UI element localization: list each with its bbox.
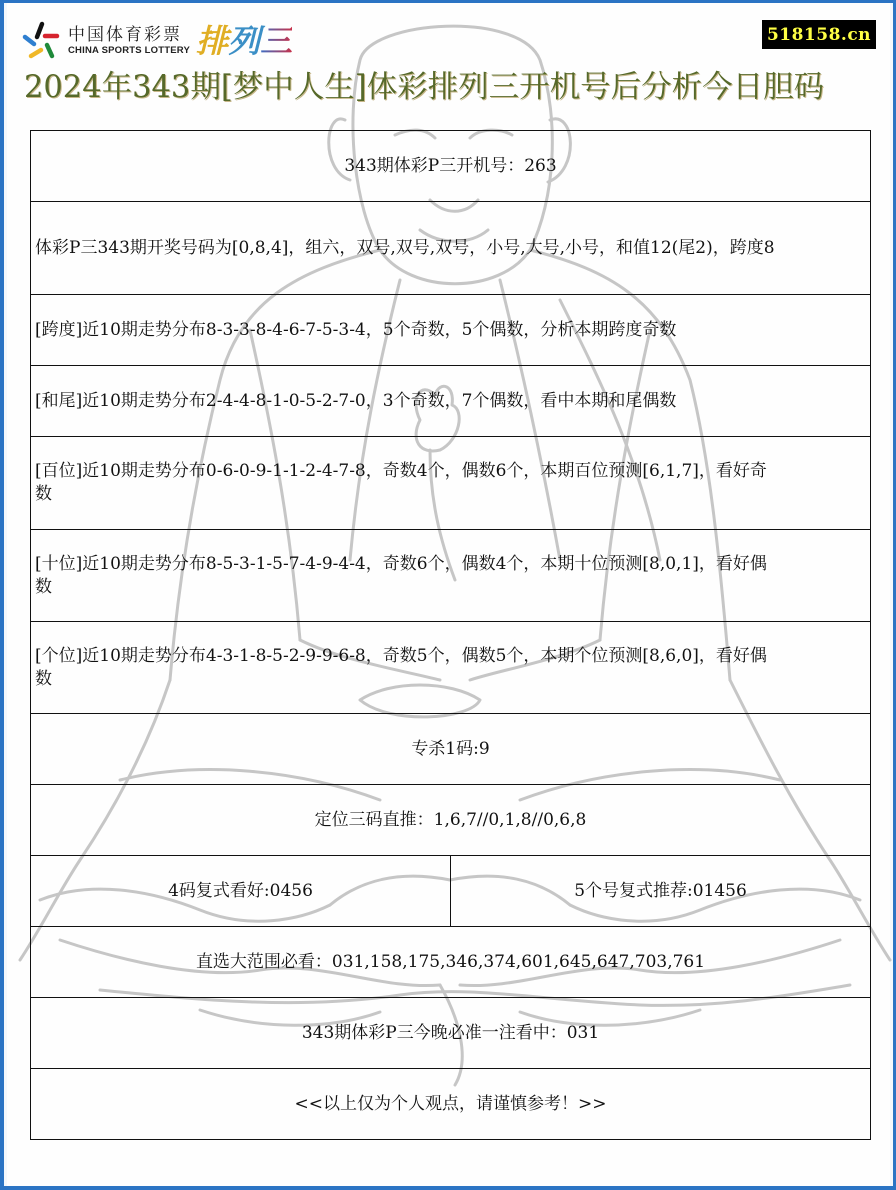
table-row [31, 437, 871, 530]
units-trend-cell: [个位]近10期走势分布4-3-1-8-5-2-9-9-6-8，奇数5个，偶数5个，本期个位预测[8,6,0]，看好偶数 [31, 622, 871, 714]
logo-org-english: CHINA SPORTS LOTTERY [68, 45, 191, 56]
table-row [31, 366, 871, 437]
tens-trend-cell: [十位]近10期走势分布8-5-3-1-5-7-4-9-4-4，奇数6个，偶数4个，本期十位预测[8,0,1]，看好偶数 [31, 530, 871, 622]
direct-range-cell: 直选大范围必看：031,158,175,346,374,601,645,647,703,761 [31, 927, 871, 998]
four-code-cell: 4码复式看好:0456 [31, 856, 451, 927]
game-char-1: 排 [196, 22, 229, 60]
span-trend-cell: [跨度]近10期走势分布8-3-3-8-4-6-7-5-3-4，5个奇数，5个偶数，分析本期跨度奇数 [31, 295, 871, 366]
kill-one-cell: 专杀1码:9 [31, 714, 871, 785]
game-name-pailiesan [196, 21, 292, 61]
table-row [31, 530, 871, 622]
last-result-cell: 体彩P三343期开奖号码为[0,8,4]，组六，双号,双号,双号，小号,大号,小号，和值12(尾2)，跨度8 [31, 202, 871, 295]
table-row [31, 856, 871, 927]
china-sports-lottery-logo [20, 20, 292, 62]
tonight-pick-cell: 343期体彩P三今晚必准一注看中：031 [31, 998, 871, 1069]
lottery-star-icon [20, 20, 62, 62]
table-row [31, 998, 871, 1069]
draw-number-cell: 343期体彩P三开机号：263 [31, 131, 871, 202]
position-three-cell: 定位三码直推：1,6,7//0,1,8//0,6,8 [31, 785, 871, 856]
game-char-3: 三 [260, 22, 293, 60]
disclaimer-cell: <<以上仅为个人观点，请谨慎参考！>> [31, 1069, 871, 1140]
five-code-cell: 5个号复式推荐:01456 [451, 856, 871, 927]
page-title: 2024年343期[梦中人生]体彩排列三开机号后分析今日胆码 [24, 70, 825, 105]
table-row [31, 927, 871, 998]
game-char-2: 列 [228, 22, 261, 60]
table-row [31, 1069, 871, 1140]
table-row [31, 785, 871, 856]
analysis-table [30, 130, 871, 1140]
site-domain-badge: 518158.cn [762, 20, 876, 49]
table-row [31, 131, 871, 202]
table-row [31, 714, 871, 785]
table-row [31, 202, 871, 295]
hundreds-trend-cell: [百位]近10期走势分布0-6-0-9-1-1-2-4-7-8，奇数4个，偶数6个，本期百位预测[6,1,7]，看好奇数 [31, 437, 871, 530]
sum-tail-trend-cell: [和尾]近10期走势分布2-4-4-8-1-0-5-2-7-0，3个奇数，7个偶数，看中本期和尾偶数 [31, 366, 871, 437]
logo-org-chinese: 中国体育彩票 [68, 25, 182, 45]
table-row [31, 622, 871, 714]
table-row [31, 295, 871, 366]
